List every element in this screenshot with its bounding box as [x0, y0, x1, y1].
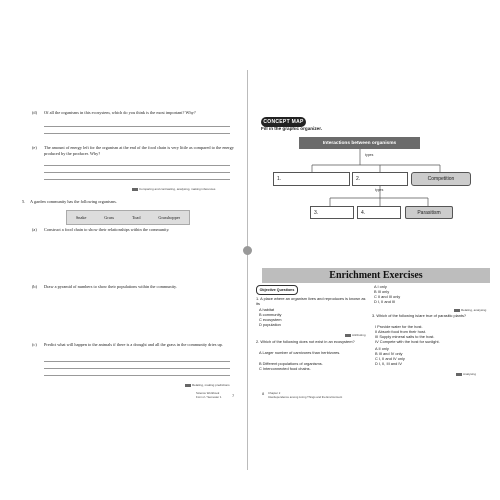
q3-statement: II Absorb food from their host. — [375, 329, 427, 334]
q2-option: B Different populations of organisms. — [259, 361, 323, 366]
organizer-box-parasitism: Parasitism — [405, 206, 453, 219]
q2-stem: 2. Which of the following does not exist in an ecosystem? — [256, 339, 355, 344]
skill-tag: Attributing — [345, 333, 366, 337]
q-a-text: Construct a food chain to show their relationships within the community. — [44, 227, 170, 232]
q-d-label: (d) — [32, 110, 38, 115]
footer-subtitle: Form 2 / Semester 1 — [196, 395, 222, 399]
q-b-label: (b) — [32, 284, 38, 289]
footer-subtitle: Interdependence among Living Things and the Environment — [268, 395, 343, 399]
q-c-label: (c) — [32, 342, 37, 347]
q3-statement: IV Compete with the host for sunlight. — [375, 339, 440, 344]
organizer-box-competition: Competition — [411, 172, 471, 186]
q-e-label: (e) — [32, 145, 37, 150]
q-c-text: Predict what will happen to the animals if there is a drought and all the grass in the community dries up. — [44, 342, 223, 347]
q5-text: A garden community has the following organisms. — [30, 199, 117, 204]
q3-stem: 3. Which of the following is/are true of parasitic plants? — [372, 313, 467, 318]
enrichment-heading: Enrichment Exercises — [262, 268, 490, 283]
objective-badge: Objective Questions — [256, 285, 298, 295]
tag-chip-icon — [454, 309, 460, 312]
q1-option: B community — [259, 312, 282, 317]
q-a-label: (a) — [32, 227, 37, 232]
skill-tag: Comparing and contrasting, analysing, making inferences — [132, 187, 215, 191]
q5-label: 5. — [22, 199, 26, 204]
concept-map-badge: CONCEPT MAP — [261, 117, 306, 127]
q-e-text: The amount of energy left for the organism at the end of the food chain is very little as compared to the energy produced by the producer. Why? — [44, 145, 234, 156]
organism-item: Toad — [131, 215, 141, 220]
tag-chip-icon — [456, 373, 462, 376]
footer-title: Science Workbook — [196, 391, 220, 395]
q1-option: C ecosystem — [259, 317, 282, 322]
organizer-box-2: 2. — [352, 172, 408, 186]
organizer-title: Interactions between organisms — [299, 137, 420, 149]
instruction: Fill in the graphic organizer. — [261, 126, 323, 131]
q2-answer: B III only — [374, 289, 390, 294]
page-number: 8 — [262, 391, 265, 396]
tag-chip-icon — [345, 334, 351, 337]
footer-title: Chapter 2 — [268, 391, 281, 395]
q2-option: A Larger number of carnivores than herbivores. — [259, 350, 341, 355]
q-b-text: Draw a pyramid of numbers to show their populations within the community. — [44, 284, 177, 289]
q3-option: C I, II and IV only — [375, 356, 405, 361]
organism-item: Grasshopper — [158, 215, 181, 220]
q-d-text: Of all the organisms in this ecosystem, which do you think is the most important? Why? — [44, 110, 196, 115]
organizer-box-3: 3. — [310, 206, 354, 219]
q2-option: C Interconnected food chains. — [259, 366, 311, 371]
types-label: types — [365, 153, 374, 157]
q1-option: D population — [259, 322, 281, 327]
q3-option: B III and IV only — [375, 351, 403, 356]
q1-option: A habitat — [259, 307, 275, 312]
organizer-box-1: 1. — [273, 172, 350, 186]
page-number: 7 — [232, 393, 235, 398]
q3-statement: III Supply mineral salts to the host. — [375, 334, 435, 339]
q2-answer: D I, II and III — [374, 299, 396, 304]
q2-answer: C II and III only — [374, 294, 401, 299]
q1-stem: 1. A place where an organism lives and reproduces is known as its — [256, 296, 366, 306]
q3-option: A II only — [375, 346, 389, 351]
types-label: types — [375, 188, 384, 192]
skill-tag: Analysing — [456, 372, 476, 376]
q3-statement: I Provide water for the host. — [375, 324, 423, 329]
skill-tag: Relating, analysing — [454, 308, 486, 312]
q3-option: D I, II, III and IV — [375, 361, 403, 366]
organism-item: Snake — [75, 215, 87, 220]
organizer-box-4: 4. — [357, 206, 401, 219]
skill-tag: Relating, making predictions — [185, 383, 230, 387]
organism-item: Grass — [104, 215, 115, 220]
q2-answer: A I only — [374, 284, 387, 289]
